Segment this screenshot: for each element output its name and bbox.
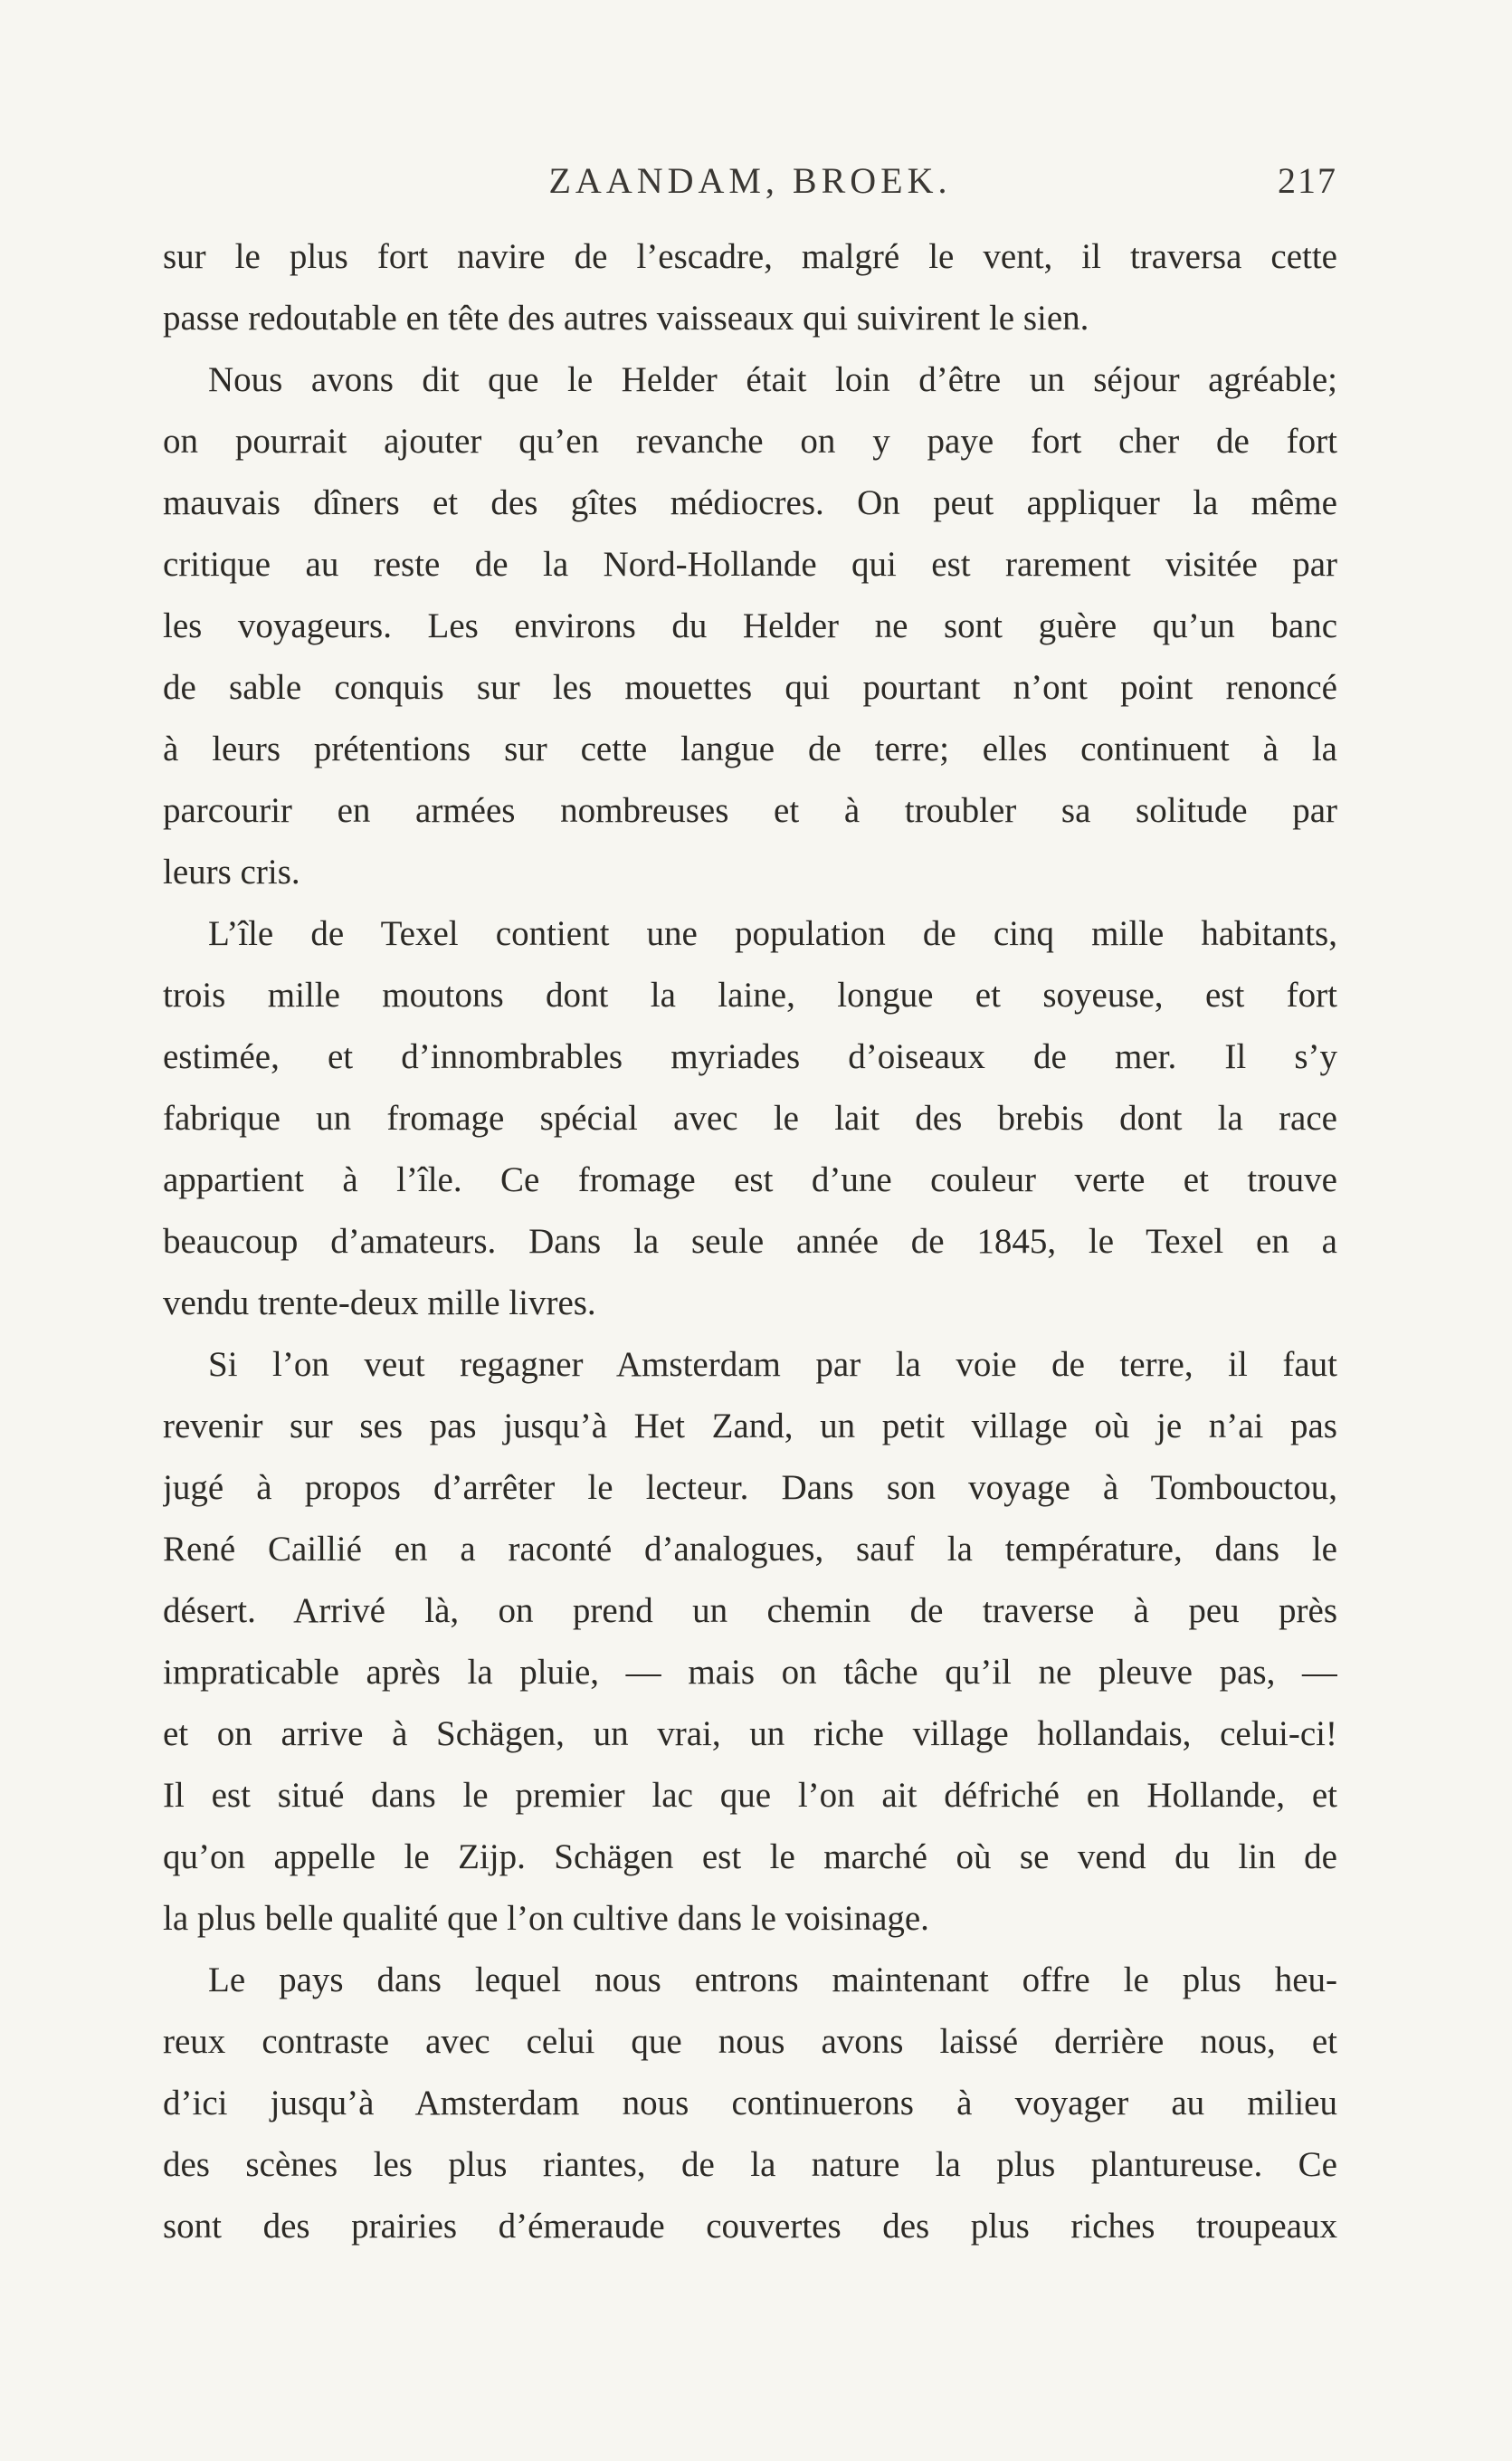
running-title: ZAANDAM, BROEK. (548, 160, 952, 201)
text-line: qu’on appelle le Zijp. Schägen est le marché où se vend du lin de (163, 1837, 1337, 1876)
text-line: revenir sur ses pas jusqu’à Het Zand, un petit village où je n’ai pas (163, 1407, 1337, 1445)
text-line: fabrique un fromage spécial avec le lait des brebis dont la race (163, 1099, 1337, 1138)
text-line: appartient à l’île. Ce fromage est d’une couleur verte et trouve (163, 1160, 1337, 1199)
text-line: beaucoup d’amateurs. Dans la seule année de 1845, le Texel en a (163, 1222, 1337, 1261)
text-line: sont des prairies d’émeraude couvertes des plus riches troupeaux (163, 2207, 1337, 2246)
text-line: de sable conquis sur les mouettes qui pourtant n’ont point renoncé (163, 668, 1337, 707)
text-line: trois mille moutons dont la laine, longue et soyeuse, est fort (163, 976, 1337, 1015)
text-line: et on arrive à Schägen, un vrai, un riche village hollandais, celui-ci! (163, 1714, 1337, 1753)
text-line: leurs cris. (163, 853, 300, 892)
text-line: vendu trente-deux mille livres. (163, 1283, 596, 1322)
text-line: reux contraste avec celui que nous avons laissé derrière nous, et (163, 2022, 1337, 2061)
text-line: les voyageurs. Les environs du Helder ne sont guère qu’un banc (163, 606, 1337, 645)
running-header (163, 159, 1337, 214)
text-line: désert. Arrivé là, on prend un chemin de traverse à peu près (163, 1591, 1337, 1630)
text-line: on pourrait ajouter qu’en revanche on y paye fort cher de fort (163, 422, 1337, 461)
page-number: 217 (1278, 160, 1337, 201)
text-line: parcourir en armées nombreuses et à troubler sa solitude par (163, 791, 1337, 830)
body-text (163, 226, 1337, 2257)
text-line: L’île de Texel contient une population de cinq mille habitants, (208, 914, 1337, 953)
text-line: Nous avons dit que le Helder était loin d’être un séjour agréable; (208, 360, 1337, 399)
text-line: Il est situé dans le premier lac que l’on ait défriché en Hollande, et (163, 1776, 1337, 1815)
text-line: René Caillié en a raconté d’analogues, sauf la température, dans le (163, 1530, 1337, 1569)
text-line: Le pays dans lequel nous entrons maintenant offre le plus heu- (208, 1960, 1337, 1999)
text-line: passe redoutable en tête des autres vaisseaux qui suivirent le sien. (163, 299, 1089, 338)
text-line: à leurs prétentions sur cette langue de terre; elles continuent à la (163, 730, 1337, 768)
text-line: mauvais dîners et des gîtes médiocres. On peut appliquer la même (163, 483, 1337, 522)
text-line: d’ici jusqu’à Amsterdam nous continuerons à voyager au milieu (163, 2084, 1337, 2122)
text-line: jugé à propos d’arrêter le lecteur. Dans son voyage à Tombouctou, (163, 1468, 1337, 1507)
text-line: la plus belle qualité que l’on cultive dans le voisinage. (163, 1899, 929, 1938)
text-line: estimée, et d’innombrables myriades d’oiseaux de mer. Il s’y (163, 1037, 1337, 1076)
text-line: Si l’on veut regagner Amsterdam par la voie de terre, il faut (208, 1345, 1337, 1384)
text-line: impraticable après la pluie, — mais on tâche qu’il ne pleuve pas, — (163, 1653, 1337, 1692)
text-line: critique au reste de la Nord-Hollande qui est rarement visitée par (163, 545, 1337, 584)
text-line: des scènes les plus riantes, de la nature la plus plantureuse. Ce (163, 2145, 1337, 2184)
text-line: sur le plus fort navire de l’escadre, malgré le vent, il traversa cette (163, 237, 1337, 276)
